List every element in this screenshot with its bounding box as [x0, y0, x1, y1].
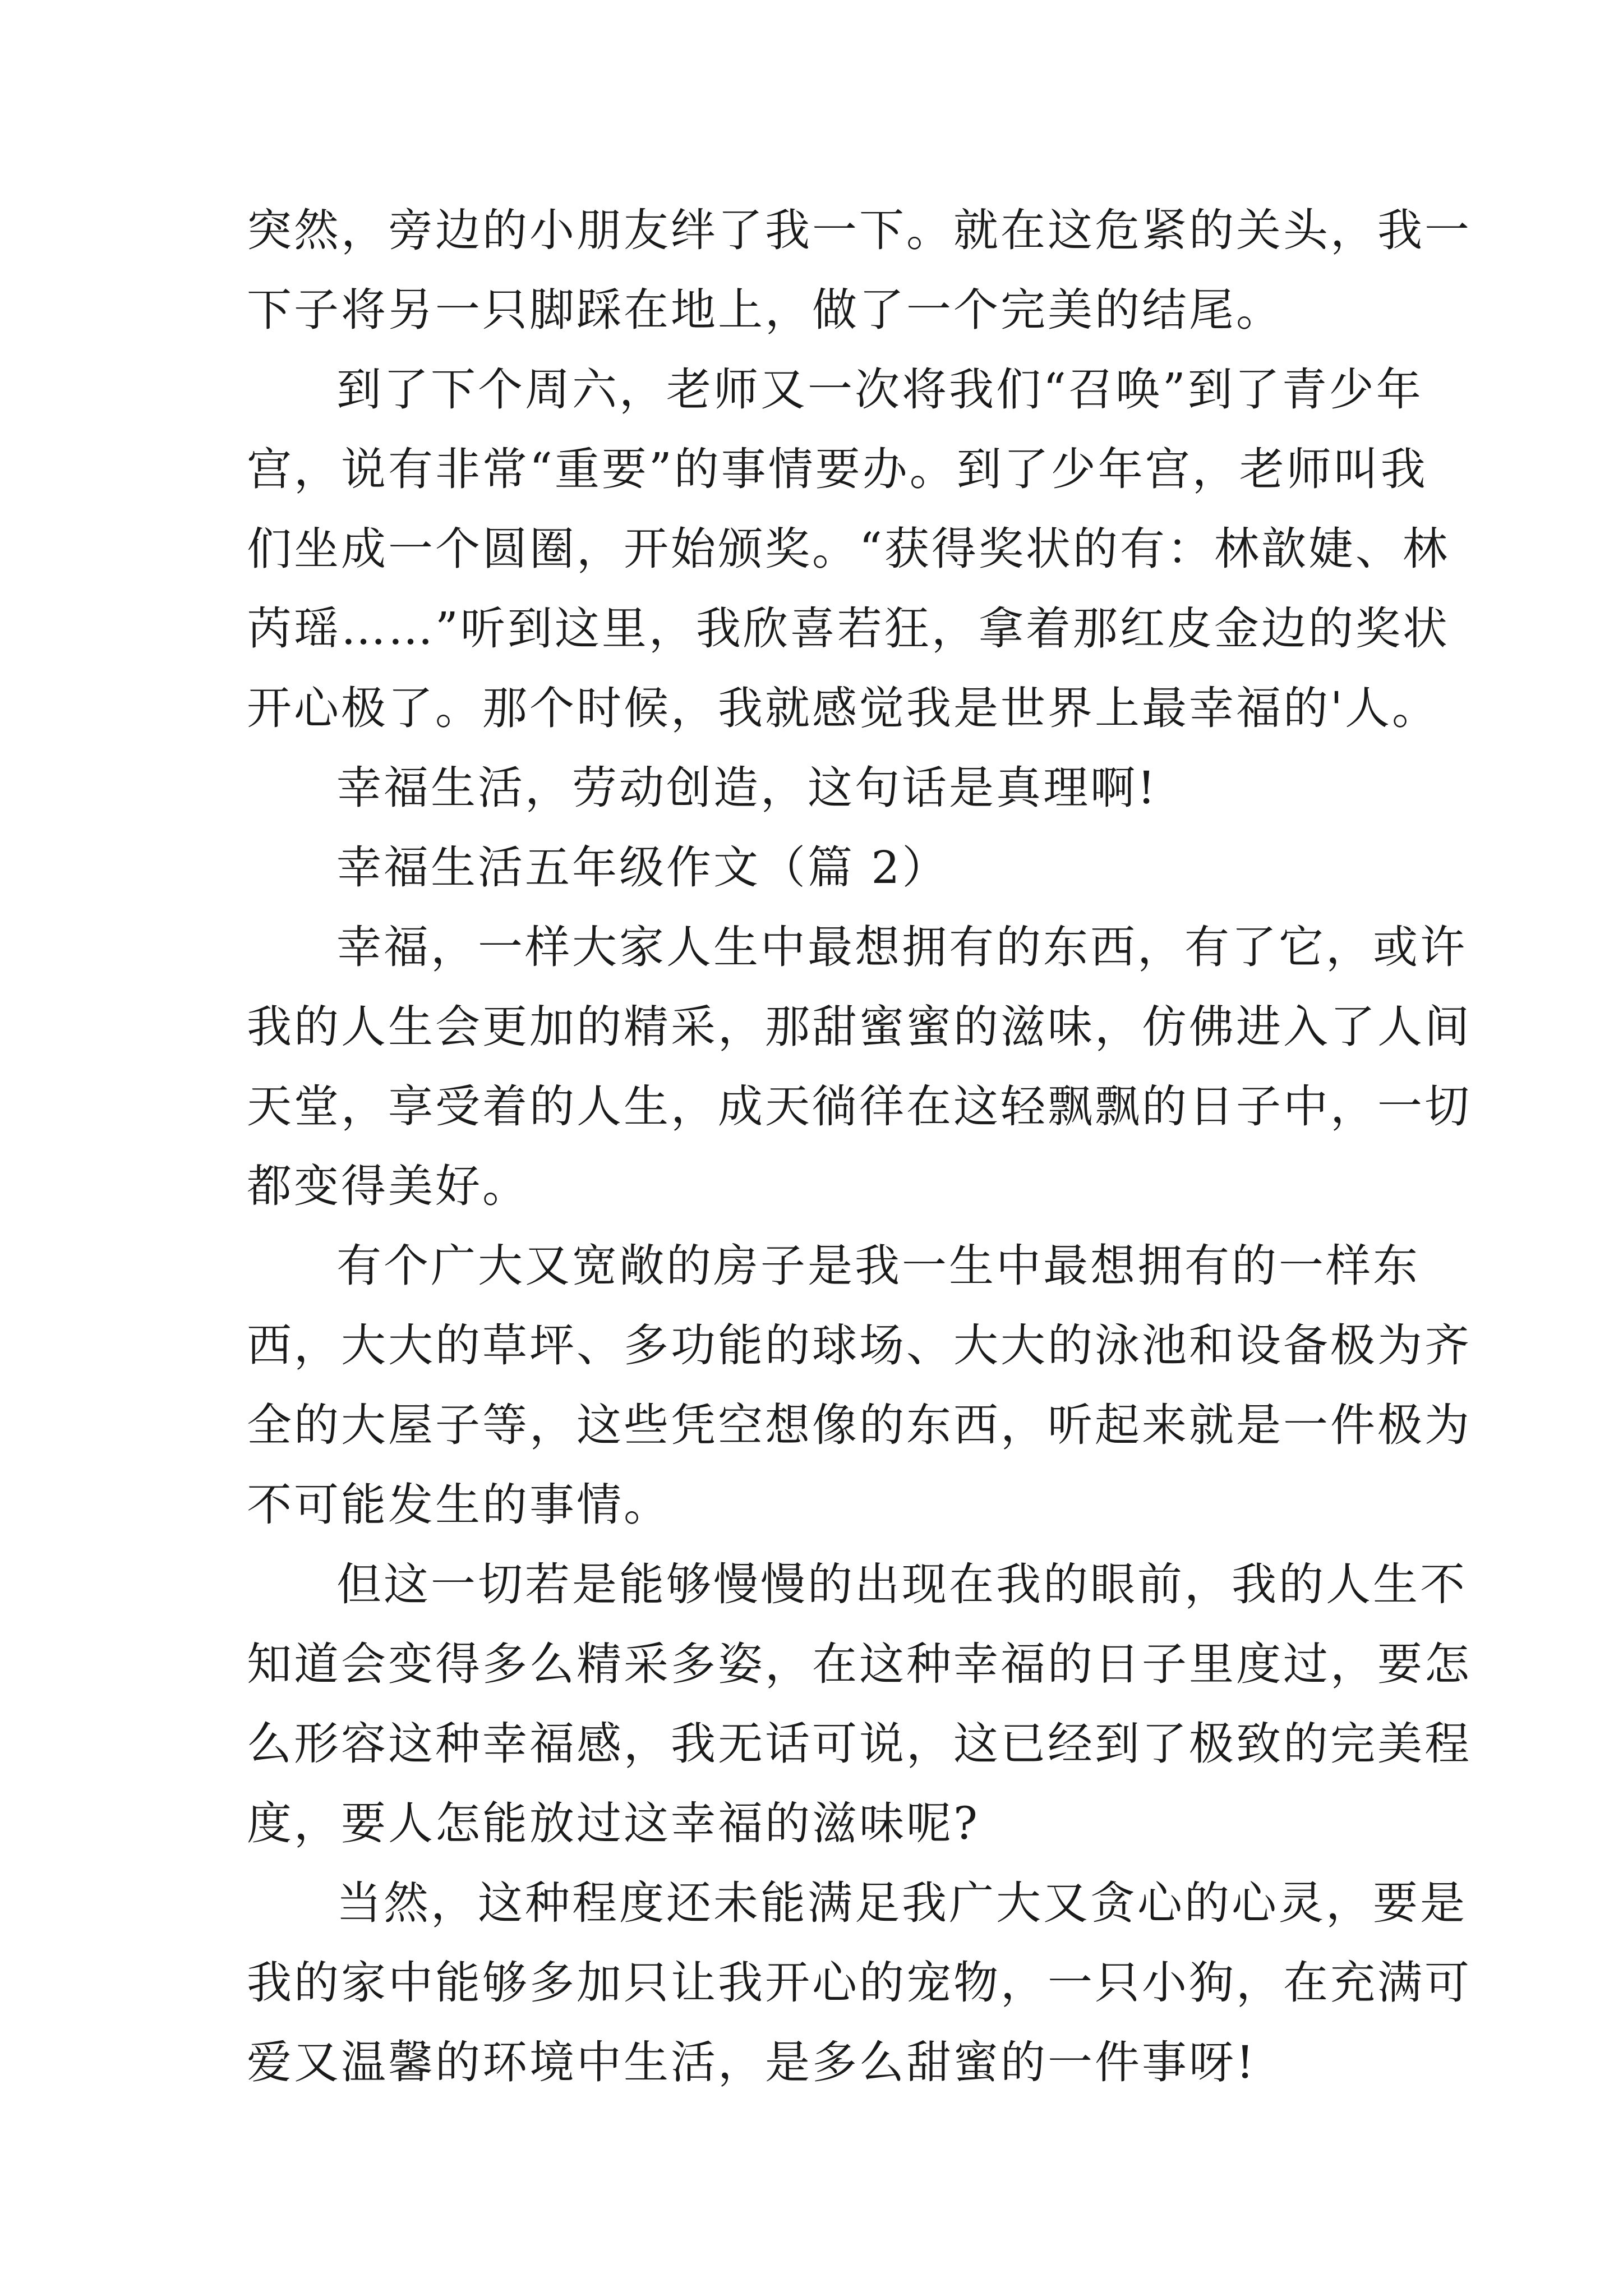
text-line: 宫，说有非常“重要”的事情要办。到了少年宫，老师叫我 — [247, 443, 1428, 495]
text-line: 我的人生会更加的精采，那甜蜜蜜的滋味，仿佛进入了人间 — [247, 1001, 1472, 1053]
text-line: 幸福生活，劳动创造，这句话是真理啊! — [336, 762, 1158, 814]
text-line: 天堂，享受着的人生，成天徜徉在这轻飘飘的日子中，一切 — [247, 1080, 1472, 1133]
text-line: 幸福，一样大家人生中最想拥有的东西，有了它，或许 — [336, 921, 1467, 973]
text-line: 全的大屋子等，这些凭空想像的东西，听起来就是一件极为 — [247, 1399, 1472, 1451]
text-line: 我的家中能够多加只让我开心的宠物，一只小狗，在充满可 — [247, 1957, 1472, 2009]
text-line: 开心极了。那个时候，我就感觉我是世界上最幸福的'人。 — [247, 682, 1439, 734]
text-line: 但这一切若是能够慢慢的出现在我的眼前，我的人生不 — [336, 1558, 1467, 1611]
text-line: 度，要人怎能放过这幸福的滋味呢? — [247, 1797, 980, 1849]
text-line: 下子将另一只脚踩在地上，做了一个完美的结尾。 — [247, 284, 1283, 336]
text-line: 到了下个周六，老师又一次将我们“召唤”到了青少年 — [336, 364, 1423, 416]
text-line: 芮瑶……”听到这里，我欣喜若狂，拿着那红皮金边的奖状 — [247, 602, 1450, 655]
text-line: 爱又温馨的环境中生活，是多么甜蜜的一件事呀! — [247, 2036, 1257, 2088]
text-line: 当然，这种程度还未能满足我广大又贪心的心灵，要是 — [336, 1877, 1467, 1929]
text-line: 们坐成一个圆圈，开始颁奖。“获得奖状的有：林歆婕、林 — [247, 523, 1450, 575]
text-line: 突然，旁边的小朋友绊了我一下。就在这危紧的关头，我一 — [247, 204, 1472, 256]
text-line: 都变得美好。 — [247, 1160, 529, 1212]
section-heading: 幸福生活五年级作文（篇 2） — [336, 841, 949, 894]
text-line: 知道会变得多么精采多姿，在这种幸福的日子里度过，要怎 — [247, 1638, 1472, 1690]
text-line: 西，大大的草坪、多功能的球场、大大的泳池和设备极为齐 — [247, 1319, 1472, 1372]
text-line: 有个广大又宽敞的房子是我一生中最想拥有的一样东 — [336, 1240, 1420, 1292]
essay-body — [247, 191, 1472, 2102]
text-line: 么形容这种幸福感，我无话可说，这已经到了极致的完美程 — [247, 1718, 1472, 1770]
text-line: 不可能发生的事情。 — [247, 1479, 671, 1531]
